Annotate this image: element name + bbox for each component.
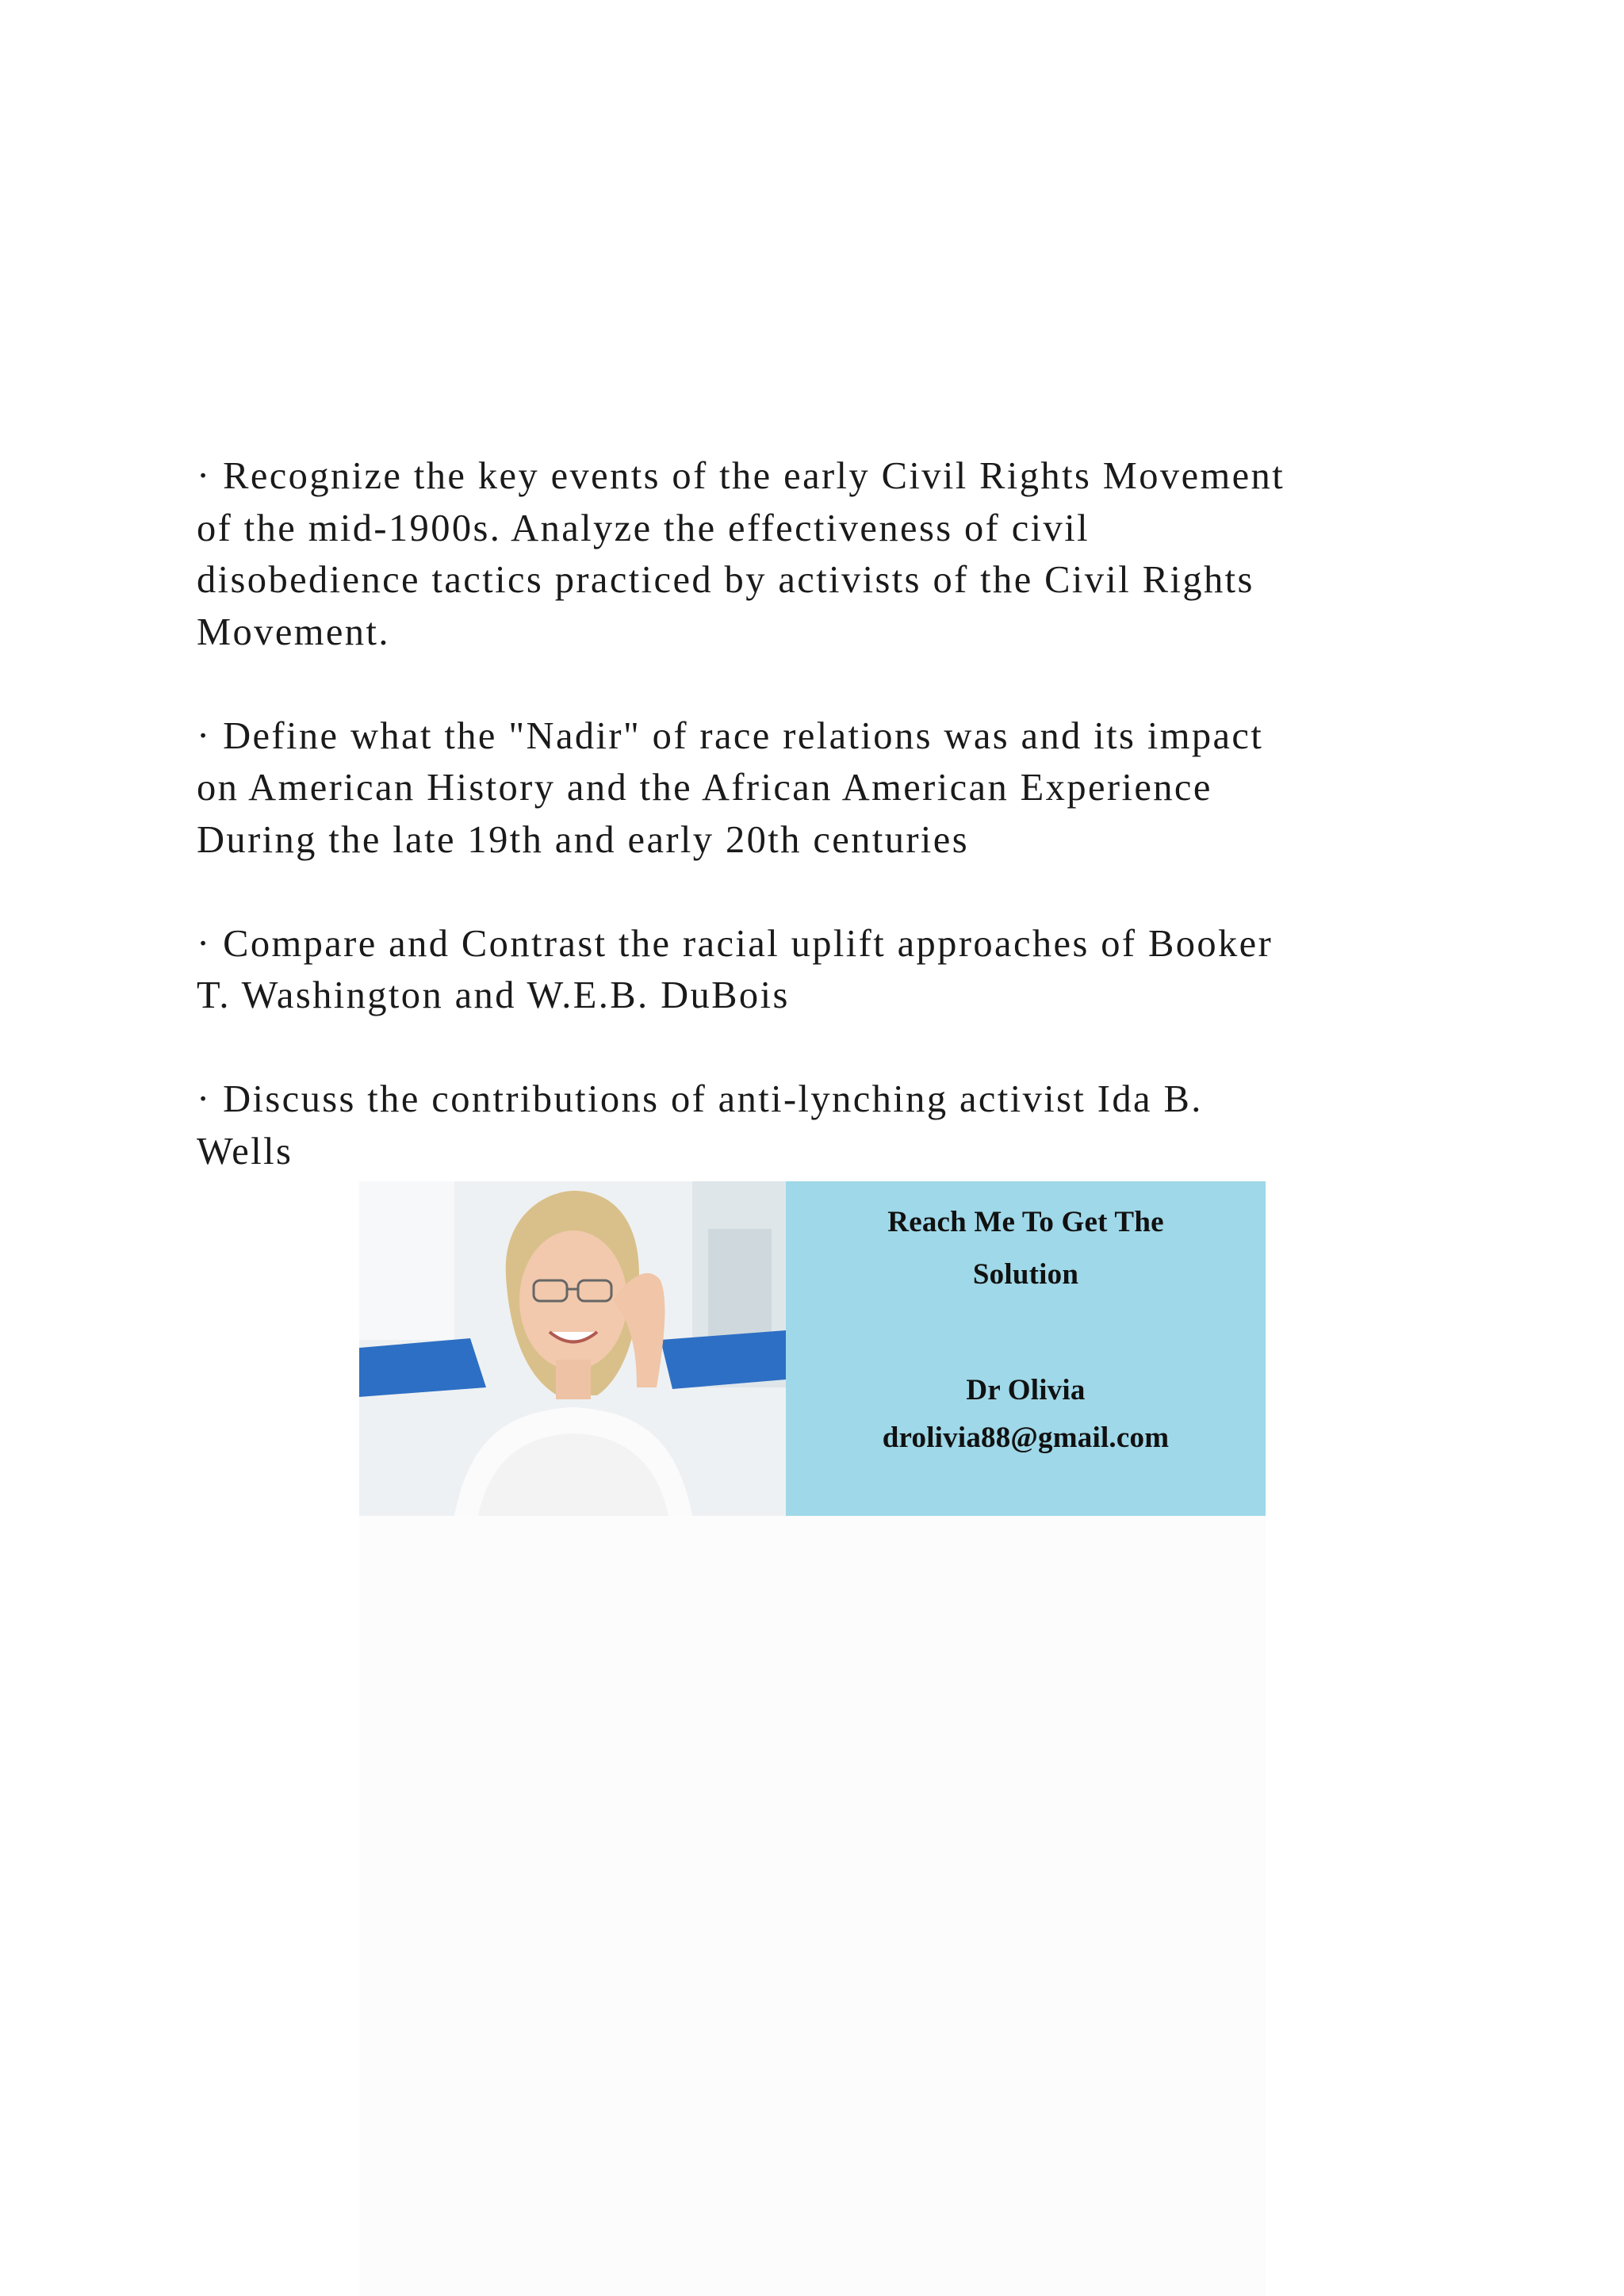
objective-item: · Discuss the contributions of anti-lynching activist Ida B. Wells: [197, 1078, 1203, 1173]
banner-heading-line2: Solution: [972, 1258, 1079, 1291]
banner-heading-line1: Reach Me To Get The: [887, 1206, 1164, 1238]
page-tint-area: [359, 1516, 1266, 2296]
contact-email: drolivia88@gmail.com: [882, 1422, 1170, 1454]
contact-panel: [786, 1181, 1266, 1516]
woman-photo: [359, 1181, 786, 1516]
objectives-list: [197, 450, 1450, 1177]
objective-item: · Define what the "Nadir" of race relations was and its impact on American History and the African American Experience During the late 19th and early 20th centuries: [197, 714, 1264, 861]
contact-name: Dr Olivia: [966, 1374, 1086, 1406]
contact-banner: [359, 1181, 1266, 1516]
objective-item: · Recognize the key events of the early Civil Rights Movement of the mid-1900s. Analyze the effectiveness of civil disobedience tactics practiced by activists of the Civil Rights Movement.: [197, 455, 1285, 653]
objective-item: · Compare and Contrast the racial uplift approaches of Booker T. Washington and W.E.B. DuBois: [197, 922, 1274, 1016]
